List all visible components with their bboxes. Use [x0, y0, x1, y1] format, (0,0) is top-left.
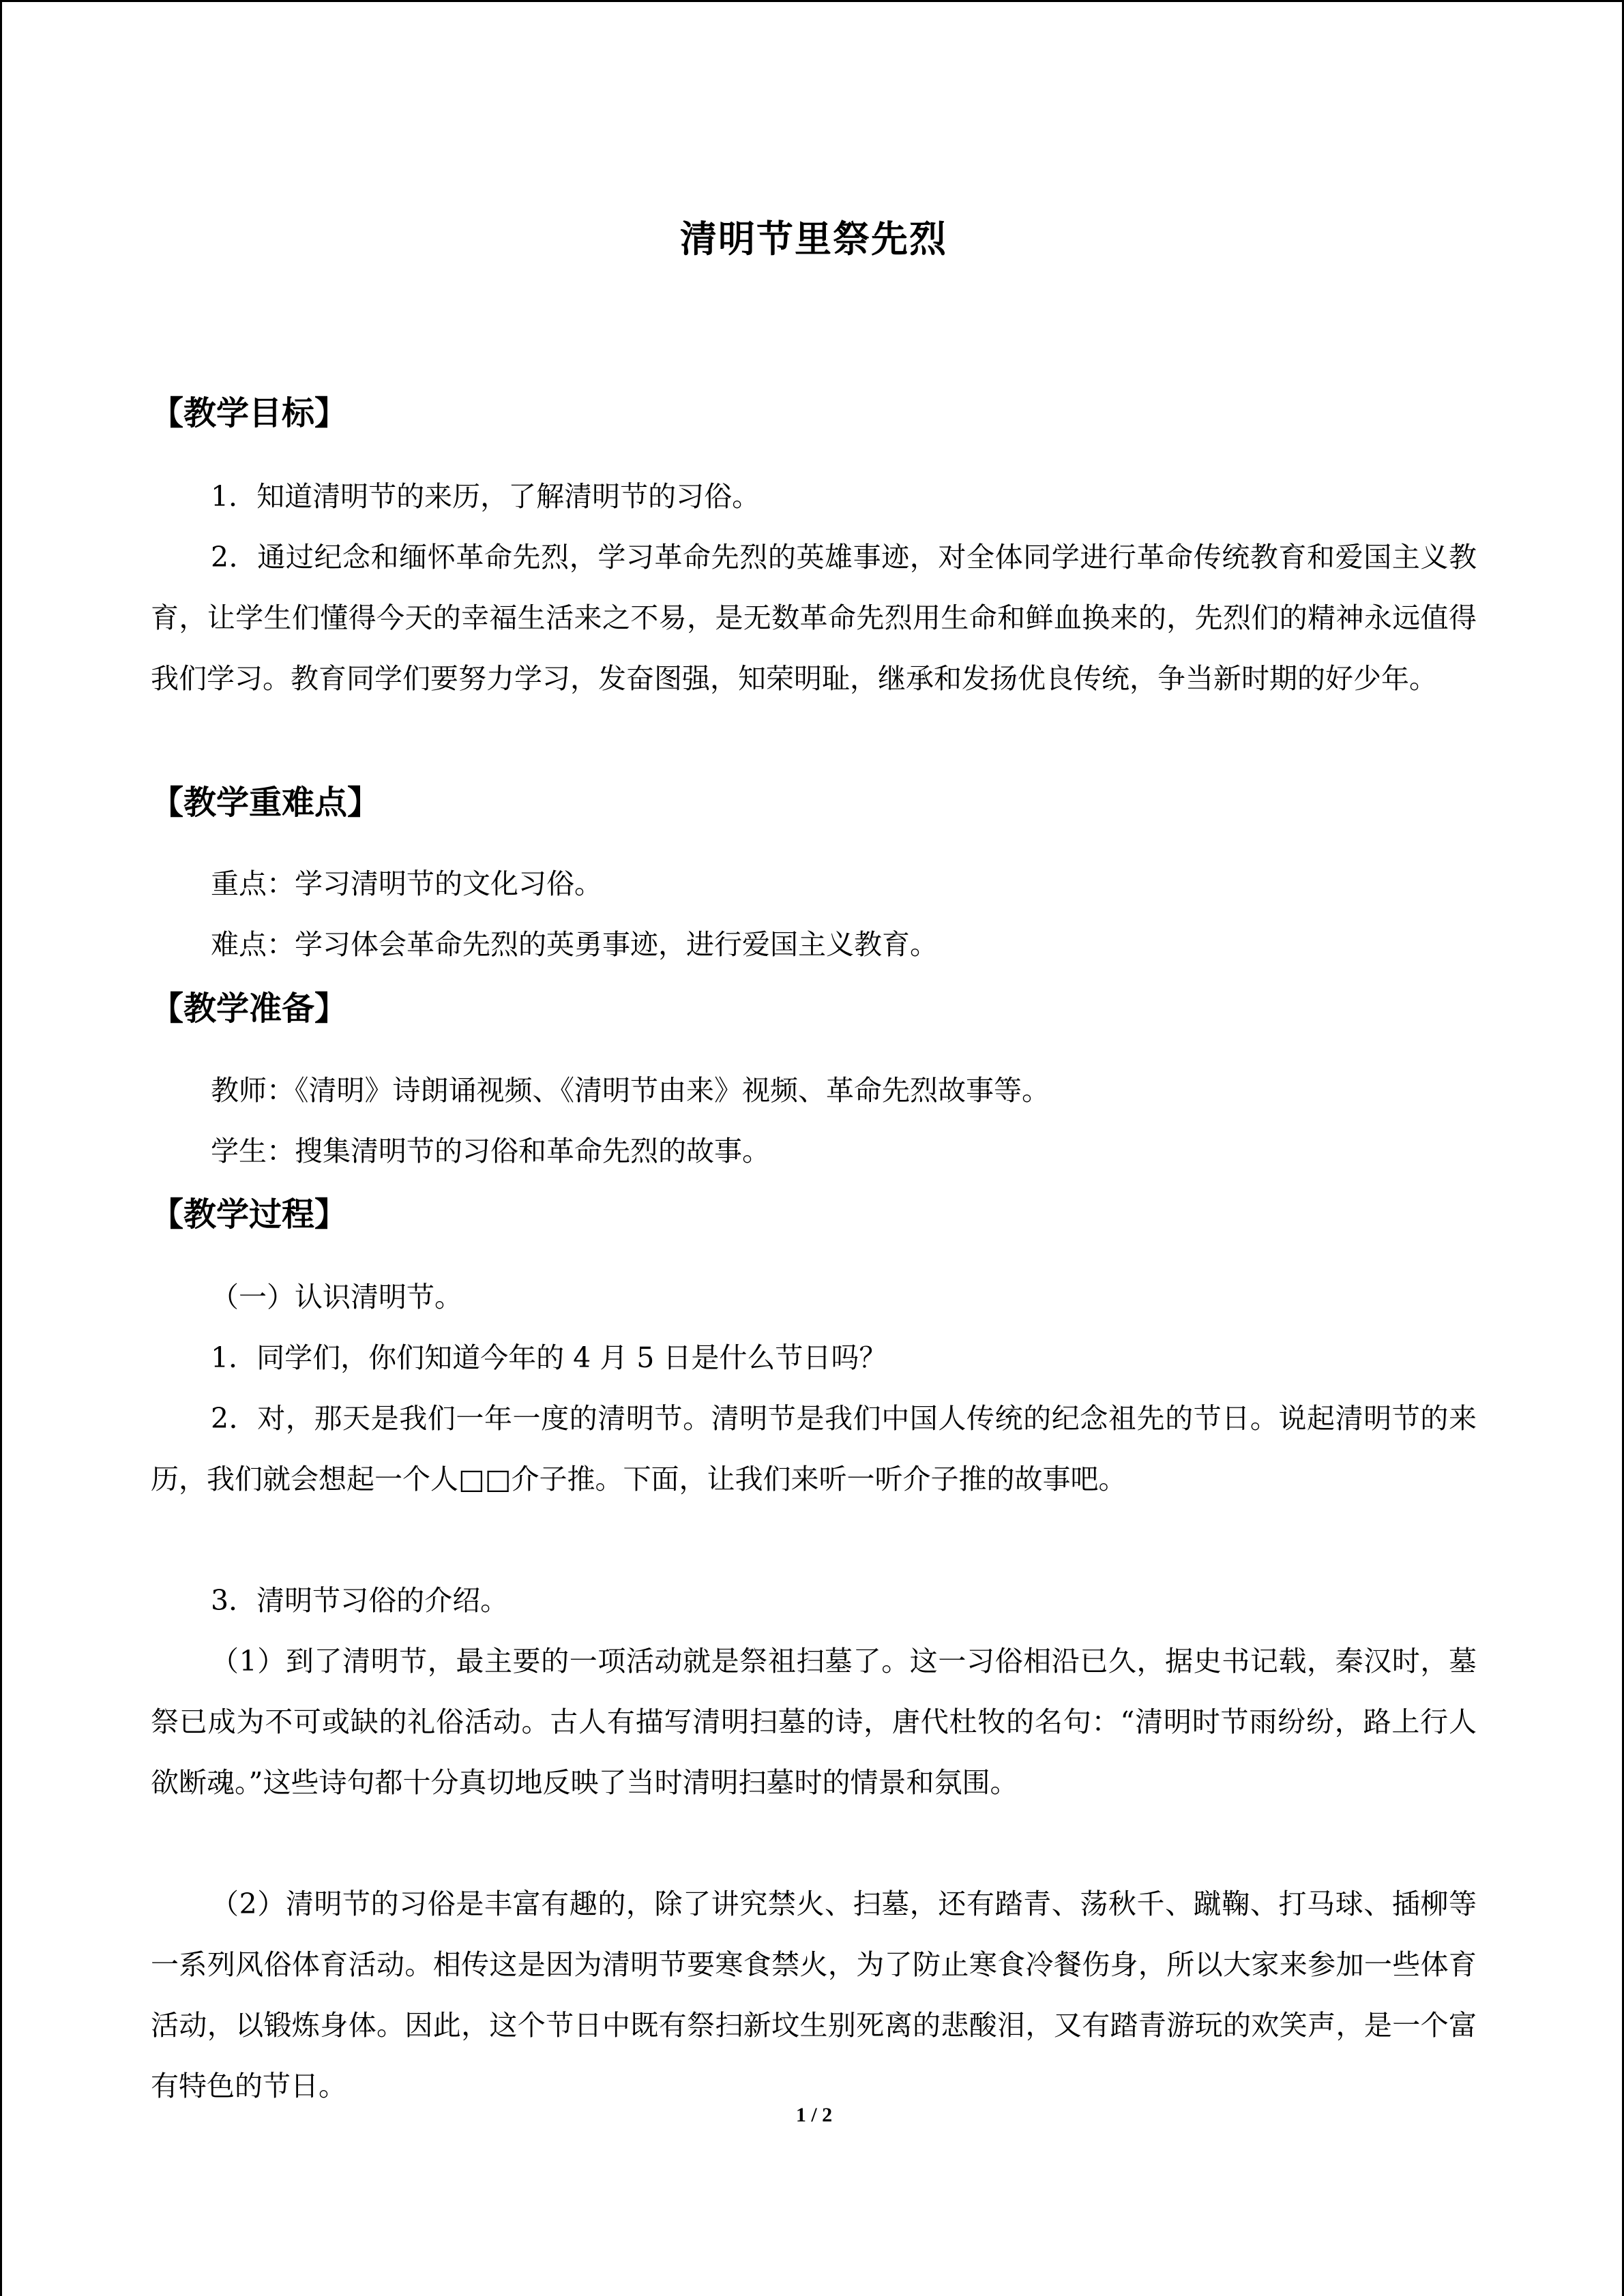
preparation-teacher: 教师：《清明》诗朗诵视频、《清明节由来》视频、革命先烈故事等。: [211, 1074, 1050, 1107]
process-item-3: 3．清明节习俗的介绍。: [211, 1584, 509, 1617]
heading-teaching-process: 【教学过程】: [151, 1195, 348, 1234]
goals-item-1: 1．知道清明节的来历，了解清明节的习俗。: [211, 480, 761, 513]
heading-key-points: 【教学重难点】: [151, 784, 381, 822]
key-point: 重点：学习清明节的文化习俗。: [211, 867, 602, 900]
process-item-3-2: （2）清明节的习俗是丰富有趣的，除了讲究禁火、扫墓，还有踏青、荡秋千、蹴鞠、打马球、插柳等一系列风俗体育活动。相传这是因为清明节要寒食禁火，为了防止寒食冷餐伤身，所以大家来参加一些体育活动，以锻炼身体。因此，这个节日中既有祭扫新坟生别死离的悲酸泪，又有踏青游玩的欢笑声，是一个富有特色的节日。: [151, 1888, 1477, 2102]
process-item-3-1: （1）到了清明节，最主要的一项活动就是祭祖扫墓了。这一习俗相沿已久，据史书记载，秦汉时，墓祭已成为不可或缺的礼俗活动。古人有描写清明扫墓的诗，唐代杜牧的名句：“清明时节雨纷纷，路上行人欲断魂。”这些诗句都十分真切地反映了当时清明扫墓时的情景和氛围。: [151, 1645, 1477, 1799]
preparation-student: 学生：搜集清明节的习俗和革命先烈的故事。: [211, 1135, 770, 1167]
page-title: 清明节里祭先烈: [680, 218, 947, 260]
process-item-1: 1．同学们，你们知道今年的 4 月 5 日是什么节日吗？: [211, 1341, 887, 1374]
difficult-point: 难点：学习体会革命先烈的英勇事迹，进行爱国主义教育。: [211, 928, 938, 961]
process-item-2: 2．对，那天是我们一年一度的清明节。清明节是我们中国人传统的纪念祖先的节日。说起清明节的来历，我们就会想起一个人□□介子推。下面，让我们来听一听介子推的故事吧。: [151, 1402, 1477, 1495]
heading-preparation: 【教学准备】: [151, 989, 348, 1028]
page-number: 1 / 2: [795, 2104, 833, 2126]
heading-teaching-goals: 【教学目标】: [151, 394, 348, 432]
process-part-1-title: （一）认识清明节。: [211, 1281, 462, 1313]
goals-item-2: 2．通过纪念和缅怀革命先烈，学习革命先烈的英雄事迹，对全体同学进行革命传统教育和爱国主义教育，让学生们懂得今天的幸福生活来之不易，是无数革命先烈用生命和鲜血换来的，先烈们的精神永远值得我们学习。教育同学们要努力学习，发奋图强，知荣明耻，继承和发扬优良传统，争当新时期的好少年。: [151, 541, 1477, 695]
